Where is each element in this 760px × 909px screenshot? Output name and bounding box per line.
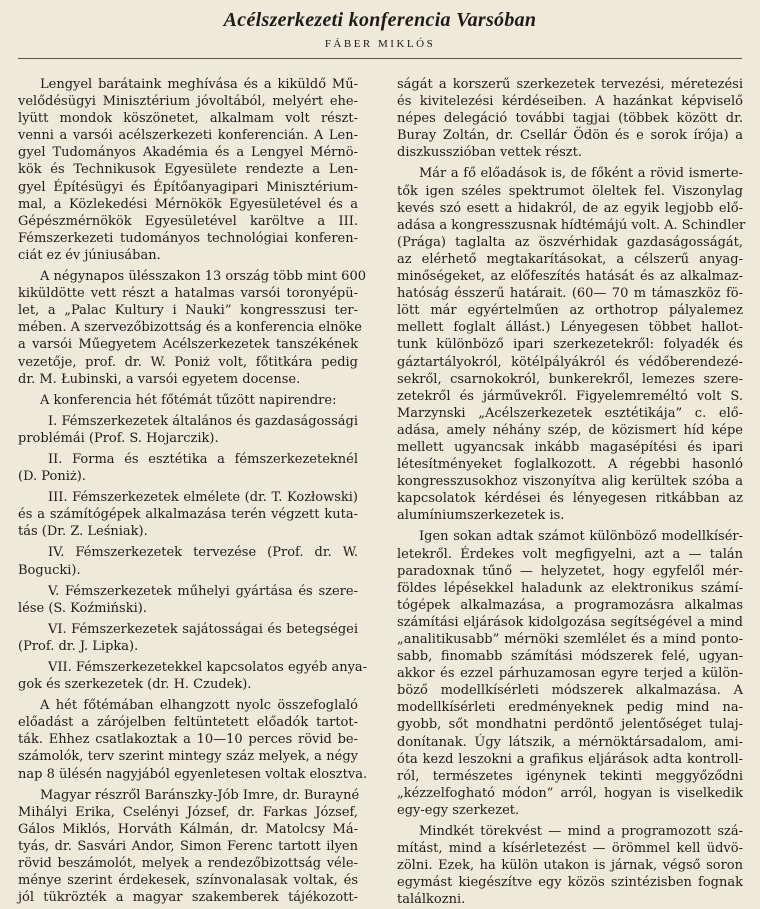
text-line: (D. Poniż). xyxy=(18,469,86,485)
text-line: tás (Dr. Z. Leśniak). xyxy=(18,524,148,540)
paragraph xyxy=(397,823,743,908)
text-line: számítási eljárások kidolgozása segítségével a mind xyxy=(397,614,743,630)
text-line: nap 8 ülésén nagyjából egyenletesen voltak elosztva. xyxy=(18,766,368,782)
text-line: minőségeket, az előfeszítés hatását és az alkalmaz- xyxy=(397,269,743,285)
text-line: mítást, mind a kísérletezést — örömmel kell üdvö- xyxy=(397,841,743,857)
paragraph xyxy=(18,544,358,578)
text-line: adása, amely néhány szép, de közismert híd képe xyxy=(397,422,743,438)
text-line: donítanak. Úgy látszik, a mérnöktársadalom, ami- xyxy=(397,734,743,750)
text-line: óta kezd leszokni a grafikus eljárások adta kontroll- xyxy=(397,751,743,767)
text-line: lött már egyértelműen az orthotrop pályalemez xyxy=(397,303,743,319)
text-line: A konferencia hét főtémát tűzött napirendre: xyxy=(40,392,337,408)
text-line: A hét főtémában elhangzott nyolc összefoglaló xyxy=(40,698,358,714)
text-line: földes lépésekkel haladunk az elektronikus számí- xyxy=(397,580,743,596)
text-line: Marzynski „Acélszerkezetek esztétikája” c. elő- xyxy=(397,405,743,421)
text-line: V. Fémszerkezetek műhelyi gyártása és szere- xyxy=(48,583,358,599)
text-line: mal, a Közlekedési Mérnökök Egyesületével és a xyxy=(18,196,358,212)
paragraph xyxy=(397,528,743,819)
text-line: adása a kongresszusnak hídtémájú volt. A. Schindler xyxy=(397,217,746,233)
header-rule xyxy=(18,58,742,59)
left-column xyxy=(18,76,368,906)
text-line: böző modellkísérleti módszerek alkalmazása. A xyxy=(397,683,743,699)
paragraph xyxy=(18,451,358,485)
text-line: kök és Technikusok Egyesülete rendezte a Len- xyxy=(18,162,358,178)
text-line: ciát ez év júniusában. xyxy=(18,247,161,263)
text-line: paradoxnak tűnő — helyzetet, hogy egyfelől mér- xyxy=(397,563,743,579)
text-line: az elérhető megtakarításokat, a célszerű anyag- xyxy=(397,251,743,267)
text-line: kiküldötte vett részt a hatalmas varsói toronyépü- xyxy=(18,286,358,302)
paragraph xyxy=(18,413,358,447)
text-line: II. Forma és esztétika a fémszerkezeteknél xyxy=(48,451,358,467)
right-column xyxy=(397,76,746,909)
text-line: létesítményeket foglalkozott. A régebbi hasonló xyxy=(397,457,743,473)
text-line: letekről. Érdekes volt megfigyelni, azt a — talán xyxy=(397,546,743,562)
paragraph xyxy=(18,268,366,388)
text-line: ról, természetes igénynek tekinti meggyőződni xyxy=(397,768,743,784)
text-line: mében. A szervezőbizottság és a konferencia elnöke xyxy=(18,320,362,336)
text-line: tyás, dr. Sasvári Andor, Simon Ferenc tartott ilyen xyxy=(18,838,358,854)
text-line: Lengyel barátaink meghívása és a kiküldő Mű- xyxy=(40,77,358,92)
text-line: Gépészmérnökök Egyesületével karöltve a III. xyxy=(18,213,358,229)
paragraph xyxy=(18,392,358,409)
text-line: tunk különböző ipari szerkezetekről: folyadék és xyxy=(397,337,743,353)
text-line: lyütt mondok köszönetet, alkalmam volt részt- xyxy=(18,111,358,127)
text-line: gok és szerkezetek (dr. H. Czudek). xyxy=(18,677,252,693)
text-line: kevés szó esett a hidakról, de az egyik legjobb elő- xyxy=(397,200,743,216)
text-line: gyel Építésügyi és Építőanyagipari Minisztérium- xyxy=(18,179,358,195)
text-line: mellett ugyancsak inkább magasépítési és ipari xyxy=(397,439,743,455)
paragraph xyxy=(18,621,358,655)
text-line: és kivitelezési kérdéseiben. A hazánkat képviselő xyxy=(397,94,743,110)
paragraph xyxy=(397,165,746,524)
text-line: I. Fémszerkezetek általános és gazdaságossági xyxy=(48,413,358,429)
text-line: Fémszerkezeti tudományos technológiai konferen- xyxy=(18,230,358,246)
text-line: (Prága) taglalta az öszvérhidak gazdaságosságát, xyxy=(397,234,743,250)
text-line: hatóság ésszerű határait. (60— 70 m támaszköz fö- xyxy=(397,286,743,302)
article-title: Acélszerkezeti konferencia Varsóban xyxy=(223,9,537,31)
text-line: Mindkét törekvést — mind a programozott szá- xyxy=(419,824,743,840)
text-line: Buray Zoltán, dr. Csellár Ödön és e sorok írója) a xyxy=(397,128,743,144)
text-line: modellkísérleti eredményeknek pedig mind na- xyxy=(397,700,743,716)
text-line: előadást a zárójelben feltüntetett előadók tartot- xyxy=(18,715,358,731)
text-line: jól tükrözték a magyar szakemberek tájékozott- xyxy=(18,890,358,906)
text-line: problémái (Prof. S. Hojarczik). xyxy=(18,430,219,446)
text-line: IV. Fémszerkezetek tervezése (Prof. dr. W. xyxy=(48,545,358,561)
text-line: és a számítógépek alkalmazása terén végzett kuta- xyxy=(18,507,358,523)
text-line: Bogucki). xyxy=(18,562,81,578)
text-line: kongresszusokhoz viszonyítva alig kerültek szóba a xyxy=(397,474,743,490)
text-line: zölni. Ezek, ha külön utakon is járnak, végső soron xyxy=(397,858,743,874)
text-line: gyel Tudományos Akadémia és a Lengyel Mérnö- xyxy=(18,145,358,161)
text-line: találkozni. xyxy=(397,892,466,908)
text-line: VI. Fémszerkezetek sajátosságai és betegségei xyxy=(48,621,358,637)
text-line: (Prof. dr. J. Lipka). xyxy=(18,638,139,654)
text-line: sabb, finomabb számítási módszerek felé, ugyan- xyxy=(397,649,743,665)
text-line: A négynapos ülésszakon 13 ország több mint 600 xyxy=(40,269,366,285)
text-line: a varsói Műegyetem Acélszerkezetek tanszékének xyxy=(18,337,358,353)
paragraph xyxy=(18,489,358,540)
text-line: diszkusszióban vettek részt. xyxy=(397,145,582,161)
paragraph xyxy=(18,787,358,907)
paragraph xyxy=(18,583,358,617)
text-line: mellett foglalt állást.) Lényegesen többet hallot- xyxy=(397,320,743,336)
text-line: gáztartályokról, kötélpályákról és védőberendezé- xyxy=(397,354,743,370)
text-line: Gálos Miklós, Horváth Kálmán, dr. Matolcsy Má- xyxy=(18,821,358,837)
text-line: „analitikusabb” mérnöki szemlélet és a mind ponto- xyxy=(397,632,743,647)
text-line: Mihályi Erika, Cselényi József, dr. Farkas József, xyxy=(18,804,358,820)
text-line: gyobb, sőt mondhatni perdöntő jelentőséget tulaj- xyxy=(397,717,743,733)
text-line: ságát a korszerű szerkezetek tervezési, méretezési xyxy=(397,77,743,92)
paragraph xyxy=(397,76,743,161)
text-line: egymást kiegészítve egy közös szintézisben fognak xyxy=(397,875,743,891)
text-line: Magyar részről Baránszky-Jób Imre, dr. Burayné xyxy=(40,787,360,803)
text-line: számolók, terv szerint mintegy száz melyek, a négy xyxy=(18,749,358,765)
text-line: egy-egy szerkezet. xyxy=(397,802,520,818)
paragraph xyxy=(18,697,368,782)
text-line: sekről, csarnokokról, bunkerekről, lemezes szere- xyxy=(397,371,743,387)
text-line: let, a „Palac Kultury i Nauki” kongresszusi ter- xyxy=(18,303,358,319)
text-line: venni a varsói acélszerkezeti konferencián. A Len- xyxy=(18,128,358,144)
text-line: dr. M. Łubinski, a varsói egyetem docense. xyxy=(18,371,301,387)
text-line: akkor és ezzel párhuzamosan egyre terjed a külön- xyxy=(397,666,743,682)
text-line: tők igen széles spektrumot öleltek fel. Viszonylag xyxy=(397,183,743,199)
text-line: Igen sokan adtak számot különböző modellkísér- xyxy=(419,529,743,545)
text-line: zetekről és járművekről. Figyelemreméltó volt S. xyxy=(397,388,743,404)
text-line: velődésügyi Minisztérium jóvoltából, melyért ehe- xyxy=(18,94,358,110)
text-line: „kézzelfogható módon” arról, hogyan is viselkedik xyxy=(397,785,743,801)
text-line: Már a fő előadások is, de főként a rövid ismerte- xyxy=(419,166,743,182)
text-line: rövid beszámolót, melyek a rendezőbizottság véle- xyxy=(18,856,358,872)
text-line: vezetője, prof. dr. W. Poniż volt, főtitkára pedig xyxy=(18,354,358,370)
paragraph xyxy=(18,76,358,264)
text-line: tógépek alkalmazása, a programozásra alkalmas xyxy=(397,597,743,613)
text-line: ták. Ehhez csatlakoztak a 10—10 perces rövid be- xyxy=(18,732,358,748)
text-line: III. Fémszerkezetek elmélete (dr. T. Kozłowski) xyxy=(48,490,358,506)
text-line: kapcsolatok kérdései és lényegesen ritkábban az xyxy=(397,491,743,507)
text-line: lése (S. Koźmiński). xyxy=(18,600,147,616)
article-author: FÁBER MIKLÓS xyxy=(324,38,436,50)
paragraph xyxy=(18,659,368,693)
text-line: VII. Fémszerkezetekkel kapcsolatos egyéb anya- xyxy=(48,660,368,675)
text-line: népes delegáció további tagjai (többek között dr. xyxy=(397,111,743,127)
text-line: ménye szerint érdekesek, színvonalasak voltak, és xyxy=(18,873,358,889)
text-line: alumíniumszerkezetek is. xyxy=(397,508,565,524)
